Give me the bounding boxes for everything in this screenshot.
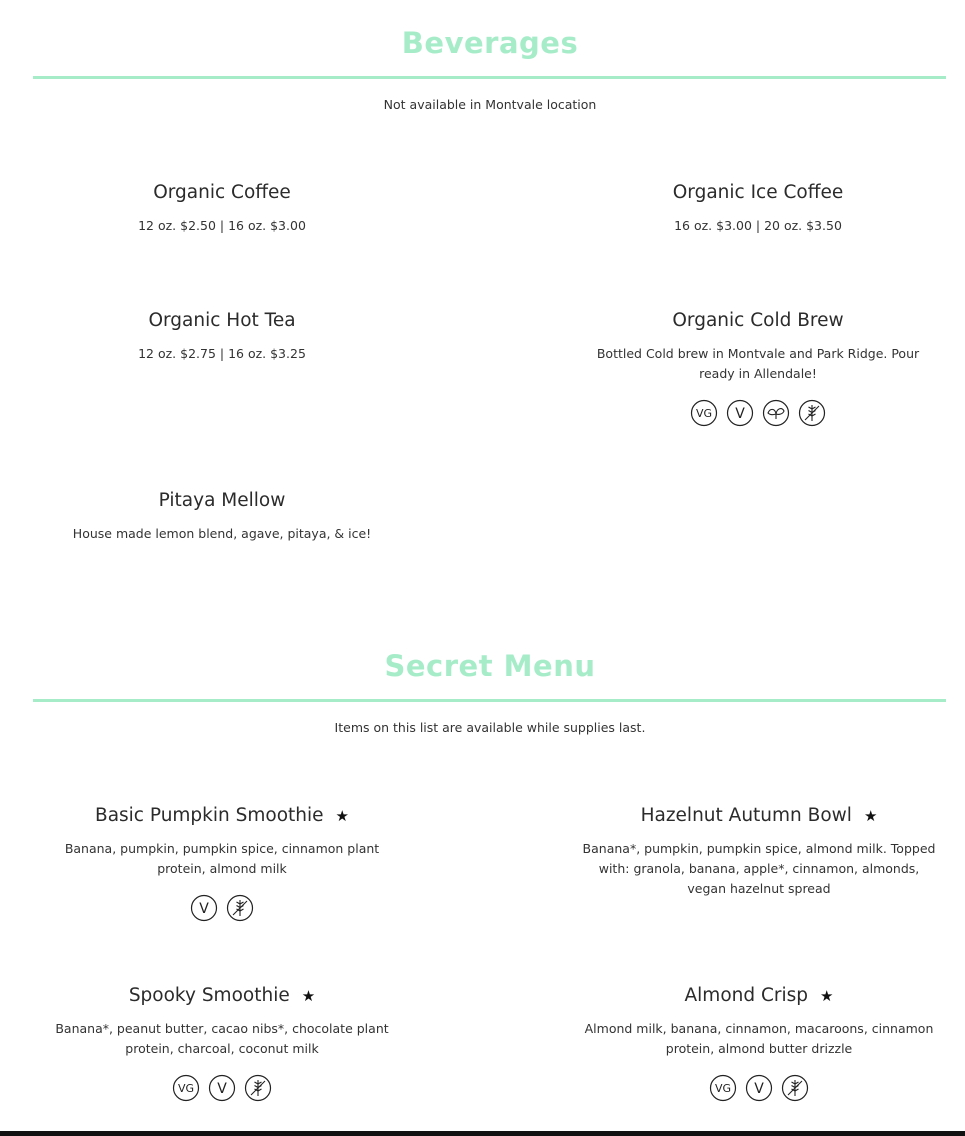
svg-text:VG: VG bbox=[714, 1082, 732, 1095]
menu-item-spooky-smoothie bbox=[42, 985, 402, 1102]
beverages-note: Not available in Montvale location bbox=[383, 97, 597, 112]
item-price: 12 oz. $2.50 | 16 oz. $3.00 bbox=[138, 218, 306, 233]
svg-text:V: V bbox=[735, 406, 745, 422]
dietary-icons bbox=[47, 894, 397, 922]
gluten-free-icon bbox=[244, 1074, 272, 1102]
vg-badge-icon bbox=[709, 1074, 737, 1102]
dietary-icons bbox=[574, 1074, 944, 1102]
item-name: Organic Coffee bbox=[153, 182, 291, 203]
secret-menu-divider bbox=[33, 699, 946, 702]
beverages-divider bbox=[33, 76, 946, 79]
menu-item-hazelnut-autumn-bowl bbox=[578, 805, 940, 899]
vg-badge-icon bbox=[690, 399, 718, 427]
svg-text:V: V bbox=[217, 1081, 227, 1097]
item-name-row bbox=[574, 985, 944, 1007]
menu-item-organic-coffee bbox=[72, 182, 372, 236]
item-name: Hazelnut Autumn Bowl bbox=[640, 805, 852, 826]
item-name: Basic Pumpkin Smoothie bbox=[95, 805, 324, 826]
secret-menu-note: Items on this list are available while supplies last. bbox=[334, 720, 646, 735]
star-icon: ★ bbox=[335, 807, 349, 825]
v-badge-icon bbox=[726, 399, 754, 427]
svg-text:VG: VG bbox=[177, 1082, 195, 1095]
item-description: Banana, pumpkin, pumpkin spice, cinnamon plant protein, almond milk bbox=[64, 841, 380, 876]
gluten-free-icon bbox=[781, 1074, 809, 1102]
star-icon: ★ bbox=[301, 987, 316, 1005]
svg-text:V: V bbox=[199, 901, 209, 917]
secret-menu-title: Secret Menu bbox=[384, 649, 596, 683]
item-name: Organic Ice Coffee bbox=[672, 182, 844, 203]
dietary-icons bbox=[583, 399, 933, 427]
v-badge-icon bbox=[208, 1074, 236, 1102]
item-name-row bbox=[47, 805, 397, 827]
star-icon: ★ bbox=[863, 807, 878, 825]
item-price: 12 oz. $2.75 | 16 oz. $3.25 bbox=[138, 346, 306, 361]
vg-badge-icon bbox=[172, 1074, 200, 1102]
item-description: House made lemon blend, agave, pitaya, & ice! bbox=[72, 526, 372, 541]
item-name: Pitaya Mellow bbox=[158, 490, 286, 511]
item-name-row bbox=[42, 985, 402, 1007]
v-badge-icon bbox=[190, 894, 218, 922]
item-name: Spooky Smoothie bbox=[128, 985, 290, 1006]
item-price: 16 oz. $3.00 | 20 oz. $3.50 bbox=[674, 218, 842, 233]
menu-item-organic-ice-coffee bbox=[583, 182, 933, 236]
dietary-icons bbox=[42, 1074, 402, 1102]
star-icon: ★ bbox=[820, 987, 834, 1005]
item-name: Almond Crisp bbox=[684, 985, 809, 1006]
leaf-badge-icon bbox=[762, 399, 790, 427]
beverages-title: Beverages bbox=[401, 26, 579, 60]
menu-item-pitaya-mellow bbox=[72, 490, 372, 544]
menu-item-organic-hot-tea bbox=[72, 310, 372, 364]
item-name-row bbox=[578, 805, 940, 827]
gluten-free-icon bbox=[798, 399, 826, 427]
item-name: Organic Hot Tea bbox=[148, 310, 296, 331]
item-description: Banana*, peanut butter, cacao nibs*, chocolate plant protein, charcoal, coconut milk bbox=[55, 1021, 389, 1056]
svg-text:V: V bbox=[754, 1081, 764, 1097]
bottom-bar bbox=[0, 1131, 965, 1136]
menu-item-organic-cold-brew bbox=[583, 310, 933, 427]
menu-item-almond-crisp bbox=[574, 985, 944, 1102]
item-description: Banana*, pumpkin, pumpkin spice, almond milk. Topped with: granola, banana, apple*, cinnamon, almonds, vegan hazelnut spread bbox=[582, 841, 936, 896]
gluten-free-icon bbox=[226, 894, 254, 922]
v-badge-icon bbox=[745, 1074, 773, 1102]
item-description: Almond milk, banana, cinnamon, macaroons, cinnamon protein, almond butter drizzle bbox=[584, 1021, 934, 1056]
item-name: Organic Cold Brew bbox=[672, 310, 844, 331]
item-description: Bottled Cold brew in Montvale and Park Ridge. Pour ready in Allendale! bbox=[596, 346, 920, 381]
menu-item-basic-pumpkin-smoothie bbox=[47, 805, 397, 922]
svg-text:VG: VG bbox=[695, 407, 713, 420]
